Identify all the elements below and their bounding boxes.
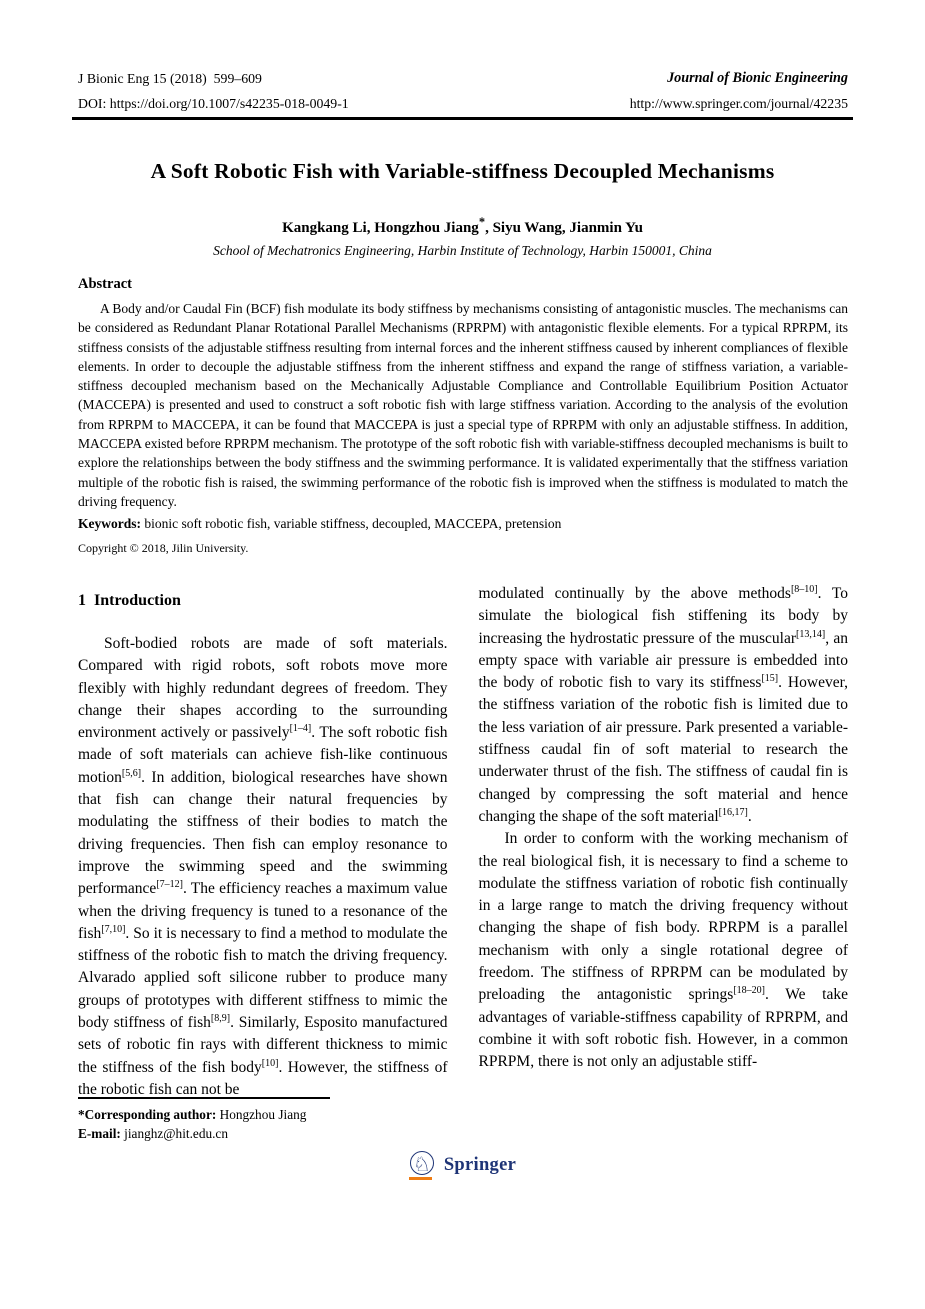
doi: DOI: https://doi.org/10.1007/s42235-018-0049-1 [78,96,349,111]
journal-citation: J Bionic Eng 15 (2018) 599–609 [78,71,262,86]
footnote-rule [78,1097,330,1099]
header-left [78,66,349,116]
keywords-text: bionic soft robotic fish, variable stiffness, decoupled, MACCEPA, pretension [141,516,562,531]
email-label: E-mail: [78,1126,121,1141]
corresponding-author-label: *Corresponding author: [78,1107,217,1122]
authors: Kangkang Li, Hongzhou Jiang*, Siyu Wang, Jianmin Yu [282,215,643,236]
abstract-heading: Abstract [78,276,132,292]
right-column-text [479,583,849,1074]
body-columns [78,583,848,1101]
email-line [78,1124,458,1143]
springer-wordmark: Springer [443,1154,517,1175]
header-rule [72,117,853,120]
journal-url: http://www.springer.com/journal/42235 [629,96,848,111]
affiliation: School of Mechatronics Engineering, Harbin Institute of Technology, Harbin 150001, China [213,243,712,258]
left-column [78,583,448,1101]
logo-accent-underline [409,1177,432,1180]
paper-title: A Soft Robotic Fish with Variable-stiffness Decoupled Mechanisms [150,159,775,183]
keywords-label: Keywords: [78,516,141,531]
footnote [78,1097,458,1143]
right-column [479,583,849,1101]
keywords-line [78,516,848,532]
springer-knight-icon [409,1151,437,1179]
knight-glyph: ♘ [412,1152,431,1176]
paragraph: Soft-bodied robots are made of soft materials. Compared with rigid robots, soft robots move more flexibly with highly redundant degrees of freedom. They change their shapes according to the surrounding environment actively or passively[1–4]. The soft robotic fish made of soft materials can achieve fish-like continuous motion[5,6]. In addition, biological researches have shown that fish can change their natural frequencies by modulating the stiffness of their bodies to match the driving frequencies. Then fish can employ resonance to improve the swimming speed and the swimming performance[7–12]. The efficiency reaches a maximum value when the driving frequency is tuned to a resonance of the fish[7,10]. So it is necessary to find a method to modulate the stiffness of the robotic fish to match the driving frequency. Alvarado applied soft silicone rubber to produce many groups of prototypes with different stiffness to mimic the body stiffness of fish[8,9]. Similarly, Esposito manufactured sets of robotic fin rays with different thickness to mimic the stiffness of the fish body[10]. However, the stiffness of the robotic fish can not be [78,635,448,1098]
springer-logo [0,1151,925,1179]
email-address: jianghz@hit.edu.cn [120,1126,228,1141]
corresponding-author-line [78,1105,458,1124]
corresponding-author-name: Hongzhou Jiang [216,1107,307,1122]
section-heading-introduction: 1 Introduction [78,592,181,609]
paragraph: modulated continually by the above methods[8–10]. To simulate the biological fish stiffening its body by increasing the hydrostatic pressure of the muscular[13,14], an empty space with variable air pressure is embedded into the body of robotic fish to vary its stiffness[15]. However, the stiffness variation of the robotic fish is limited due to the less variation of air pressure. Park presented a variable-stiffness caudal fin of soft material to research the underwater thrust of the fish. The stiffness of caudal fin is changed by compressing the soft material and hence changing the shape of the soft material[16,17]. [478,583,848,825]
copyright-line: Copyright © 2018, Jilin University. [78,541,249,555]
paragraph: In order to conform with the working mechanism of the real biological fish, it is necessary to find a scheme to modulate the stiffness variation of robotic fish continually in a large range to match the driving frequency without changing the shape of fish body. RPRPM is a parallel mechanism with only a single rotational degree of freedom. The stiffness of RPRPM can be modulated by preloading the antagonistic springs[18–20]. We take advantages of variable-stiffness capability of RPRPM, and combine it with soft robotic fish. However, in a common RPRPM, there is not only an adjustable stiff- [478,830,848,1071]
header-right [630,66,848,116]
abstract-text: A Body and/or Caudal Fin (BCF) fish modulate its body stiffness by mechanisms consisting of antagonistic muscles. The mechanisms can be considered as Redundant Planar Rotational Parallel Mechanisms (RPRPM) with antagonistic flexible elements. For a typical RPRPM, its stiffness consists of the adjustable stiffness resulting from internal forces and the inherent stiffness caused by inherent compliances of flexible elements. In order to decouple the adjustable stiffness from the inherent stiffness and expand the range of stiffness variation, a variable-stiffness decoupled mechanism based on the Mechanically Adjustable Compliance and Controllable Equilibrium Position Actuator (MACCEPA) is presented and used to construct a soft robotic fish with large stiffness variation. According to the analysis of the evolution from RPRPM to MACCEPA, it can be found that MACCEPA is just a special type of RPRPM with only an adjustable stiffness. In addition, MACCEPA existed before RPRPM mechanism. The prototype of the soft robotic fish with variable-stiffness decoupled mechanisms is built to explore the relationships between the body stiffness and the swimming performance. It is validated experimentally that the stiffness variation multiple of the robotic fish is raised, the swimming performance of the robotic fish is improved when the stiffness is modulated to match the driving frequency. [78,301,848,509]
left-column-text [78,633,448,1101]
journal-name: Journal of Bionic Engineering [667,70,848,86]
